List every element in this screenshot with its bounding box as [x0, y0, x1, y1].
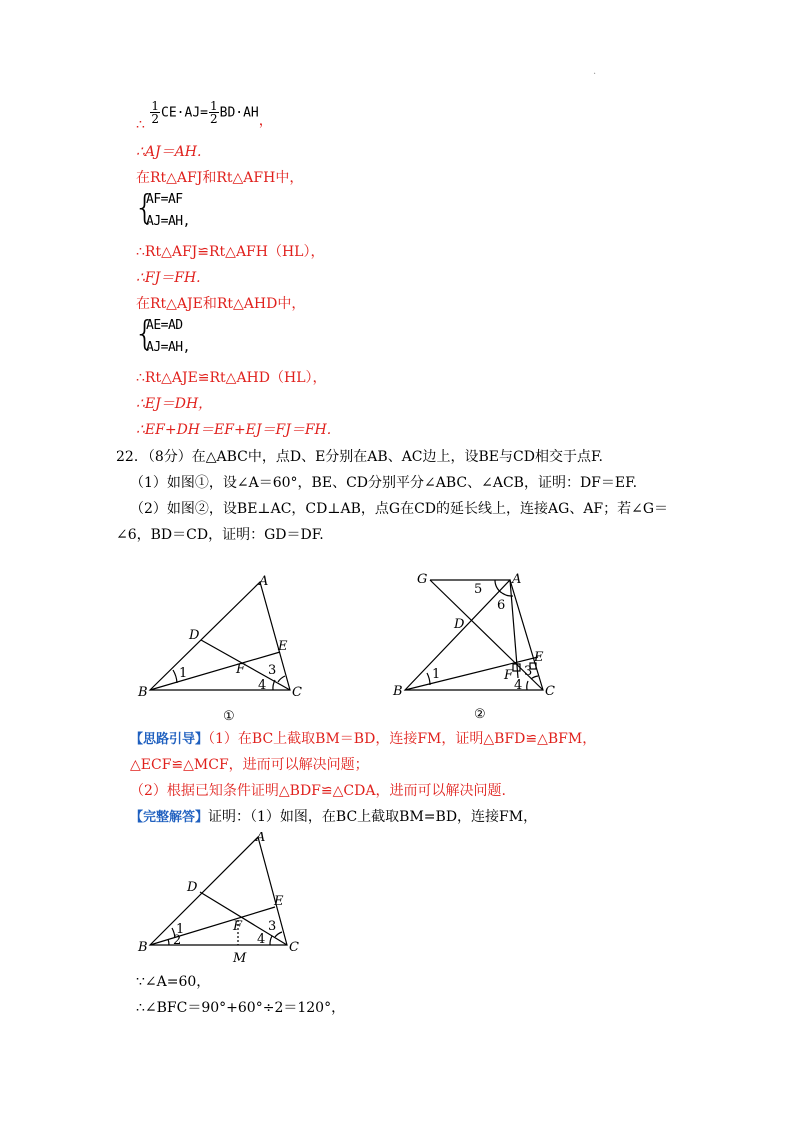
fig3-label-a: A — [256, 832, 266, 845]
figure-1 — [135, 570, 315, 725]
question-22-part2b: ∠6，BD＝CD，证明：GD＝DF. — [116, 527, 324, 543]
answer-text: 证明：（1）如图，在BC上截取BM=BD，连接FM， — [208, 809, 538, 825]
congruence-afj-afh: ∴Rt△AFJ≌Rt△AFH（HL）， — [136, 244, 325, 260]
fig3-label-d: D — [187, 880, 198, 895]
fig3-label-m: M — [233, 951, 247, 966]
fig2-label-g: G — [417, 572, 428, 587]
fig1-label-c: C — [292, 685, 302, 700]
fig2-angle-6: 6 — [497, 598, 506, 613]
fig2-label-a: A — [512, 572, 522, 587]
equation-tail: BD·AH — [219, 105, 259, 121]
hint-line-3: （2）根据已知条件证明△BDF≌△CDA，进而可以解决问题. — [130, 783, 506, 799]
fig1-angle-1: 1 — [179, 666, 188, 681]
figure-2 — [390, 565, 565, 723]
in-triangles-aje-ahd: 在Rt△AJE和Rt△AHD中， — [136, 296, 306, 312]
fraction-half-1: $\frac{1}{2}$ — [151, 99, 160, 126]
hint-text-1: （1）在BC上截取BM＝BD，连接FM，证明△BFD≌△BFM， — [208, 731, 597, 747]
question-22-part1: （1）如图①，设∠A＝60°，BE、CD分别平分∠ABC、∠ACB，证明：DF＝EF. — [130, 475, 638, 491]
hint-tag: 【思路引导】 — [130, 732, 209, 747]
equation-middle: CE·AJ= — [161, 105, 208, 121]
fig1-label-e: E — [278, 639, 288, 654]
fig3-label-c: C — [289, 940, 299, 955]
question-22-part2a: （2）如图②，设BE⊥AC，CD⊥AB，点G在CD的延长线上，连接AG、AF；若∠G＝ — [130, 501, 669, 517]
brace-symbol: { — [134, 188, 156, 228]
brace-symbol: { — [134, 314, 156, 354]
system1-row2: AJ=AH, — [146, 214, 190, 229]
question-22-head: 22．（8分）在△ABC中，点D、E分别在AB、AC边上，设BE与CD相交于点F. — [116, 449, 603, 465]
system2-row2: AJ=AH, — [146, 340, 190, 355]
fig1-label-d: D — [189, 628, 200, 643]
fig3-label-f: F — [233, 919, 243, 934]
fig2-label-f: F — [504, 668, 514, 683]
in-triangles-afj-afh: 在Rt△AFJ和Rt△AFH中， — [136, 170, 304, 186]
fig2-angle-1: 1 — [432, 667, 441, 682]
fig2-label-c: C — [545, 684, 555, 699]
top-mark: . — [593, 66, 597, 77]
fig3-angle-4: 4 — [257, 932, 266, 947]
equation-comma: ， — [258, 112, 273, 129]
answer-tag: 【完整解答】 — [130, 810, 209, 825]
fig3-label-e: E — [274, 894, 284, 909]
hint-line-2: △ECF≌△MCF，进而可以解决问题； — [130, 757, 369, 773]
therefore-symbol: ∴ — [136, 116, 145, 133]
fig1-label-a: A — [259, 574, 269, 589]
fig3-label-b: B — [138, 940, 148, 955]
equation-half-products — [136, 99, 273, 133]
fraction-half-2: $\frac{1}{2}$ — [209, 99, 218, 126]
system1-row1: AF=AF — [146, 192, 183, 207]
angle-bfc-line: ∴∠BFC＝90°+60°÷2＝120°， — [136, 1000, 346, 1016]
given-angle-a: ∵∠A=60， — [136, 974, 211, 990]
fig2-angle-3: 3 — [524, 664, 533, 679]
fig3-angle-3: 3 — [268, 919, 277, 934]
fig1-angle-4: 4 — [258, 678, 267, 693]
fig3-angle-2: 2 — [173, 933, 182, 948]
fig1-caption: ① — [223, 709, 235, 724]
conclusion-fj-fh: ∴FJ＝FH. — [136, 270, 201, 286]
fig2-label-e: E — [534, 650, 544, 665]
fig2-label-b: B — [393, 684, 403, 699]
answer-line — [130, 807, 537, 828]
fig2-angle-5: 5 — [474, 582, 483, 597]
congruence-aje-ahd: ∴Rt△AJE≌Rt△AHD（HL）， — [136, 370, 327, 386]
fig1-angle-3: 3 — [268, 663, 277, 678]
hint-line-1 — [130, 729, 596, 750]
fig2-label-d: D — [454, 617, 465, 632]
fig2-caption: ② — [474, 707, 486, 722]
system2-row1: AE=AD — [146, 318, 183, 333]
conclusion-sum: ∴EF+DH＝EF+EJ＝FJ＝FH. — [136, 422, 332, 438]
conclusion-aj-ah: ∴AJ＝AH. — [136, 144, 202, 160]
fig3-angle-1: 1 — [176, 922, 185, 937]
conclusion-ej-dh: ∴EJ＝DH， — [136, 396, 213, 412]
fig1-label-f: F — [236, 662, 246, 677]
figure-3 — [135, 832, 320, 967]
fig1-label-b: B — [138, 685, 148, 700]
fig2-angle-4: 4 — [514, 678, 523, 693]
